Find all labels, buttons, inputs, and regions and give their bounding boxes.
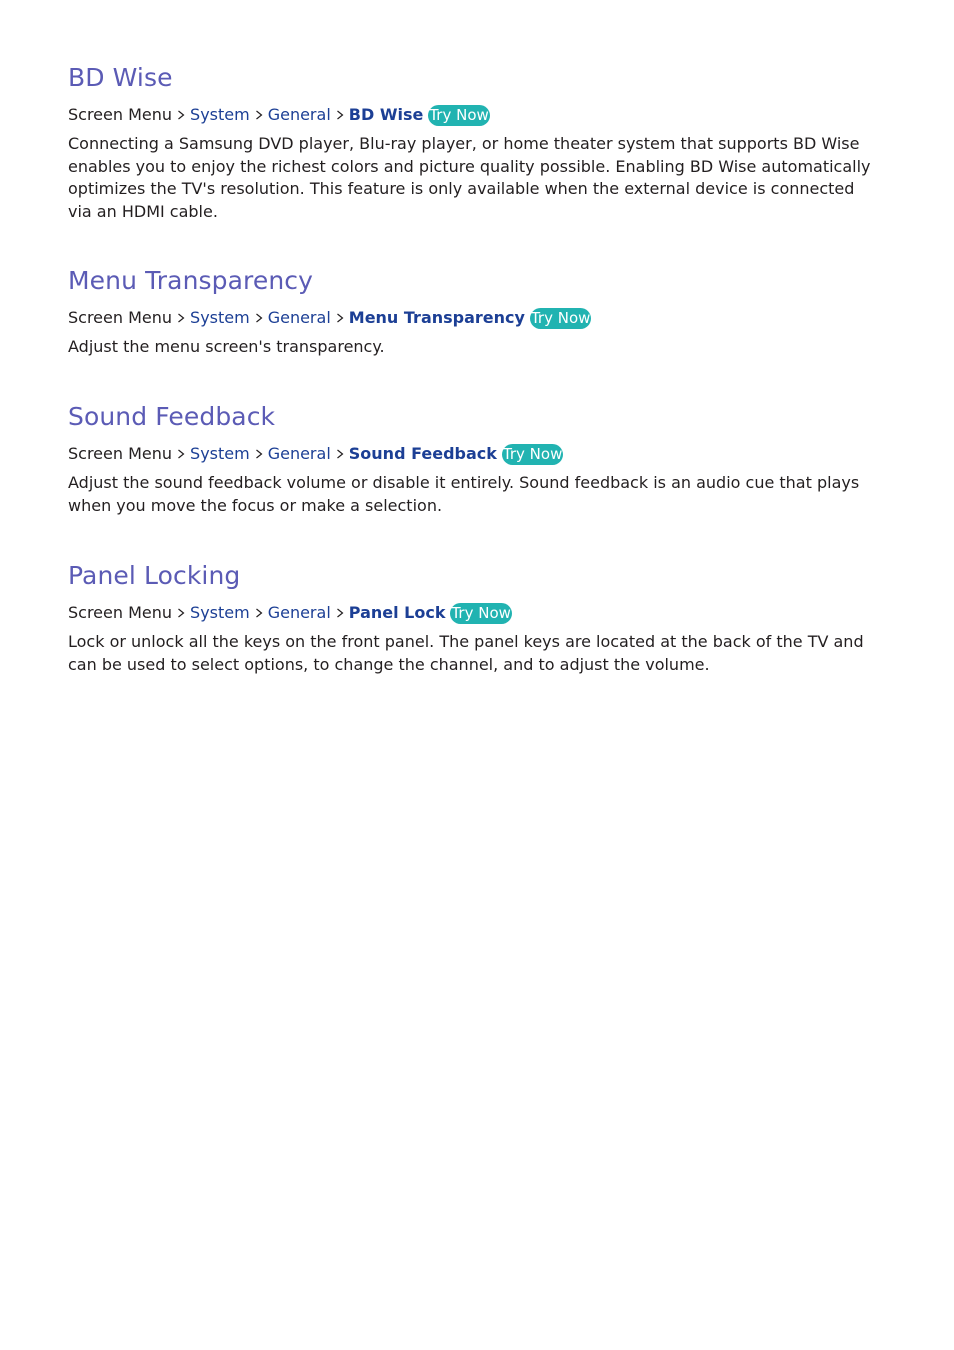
chevron-right-icon: [177, 449, 185, 459]
section-sound-feedback: [68, 402, 883, 517]
try-now-button[interactable]: Try Now: [429, 106, 489, 124]
try-now-button[interactable]: Try Now: [530, 309, 591, 327]
chevron-right-icon: [336, 313, 344, 323]
section-title: Panel Locking: [68, 561, 241, 590]
chevron-right-icon: [255, 313, 263, 323]
path-link-system[interactable]: System: [190, 308, 250, 327]
path-link-general[interactable]: General: [267, 105, 331, 124]
section-description: Adjust the sound feedback volume or disable it entirely. Sound feedback is an audio cue that plays when you move the focus or make a selection.: [68, 473, 860, 515]
chevron-right-icon: [177, 110, 185, 120]
path-root: Screen Menu: [68, 603, 173, 622]
menu-path: [68, 307, 883, 329]
chevron-right-icon: [177, 313, 185, 323]
section-menu-transparency: [68, 266, 883, 359]
section-title: Sound Feedback: [68, 402, 276, 431]
path-root: Screen Menu: [68, 444, 173, 463]
try-now-button[interactable]: Try Now: [451, 604, 511, 622]
section-bd-wise: [68, 63, 883, 223]
menu-path: [68, 443, 883, 465]
path-link-menu-transparency[interactable]: Menu Transparency: [348, 308, 525, 327]
section-description: Lock or unlock all the keys on the front panel. The panel keys are located at the back of the TV and can be used to select options, to change the channel, and to adjust the volume.: [68, 632, 864, 674]
chevron-right-icon: [255, 449, 263, 459]
path-root: Screen Menu: [68, 308, 173, 327]
section-description: Connecting a Samsung DVD player, Blu-ray player, or home theater system that supports BD Wise enables you to enjoy the richest colors and picture quality possible. Enabling BD Wise automatically optimizes the TV's resolution. This feature is only available when the external device is connected via an HDMI cable.: [68, 134, 871, 221]
chevron-right-icon: [255, 110, 263, 120]
section-panel-locking: [68, 561, 883, 676]
path-root: Screen Menu: [68, 105, 173, 124]
menu-path: [68, 602, 883, 624]
path-link-general[interactable]: General: [267, 308, 331, 327]
path-link-bd-wise[interactable]: BD Wise: [348, 105, 424, 124]
section-title: BD Wise: [68, 63, 173, 92]
path-link-sound-feedback[interactable]: Sound Feedback: [348, 444, 497, 463]
chevron-right-icon: [177, 608, 185, 618]
chevron-right-icon: [336, 608, 344, 618]
path-link-system[interactable]: System: [190, 105, 250, 124]
path-link-general[interactable]: General: [267, 603, 331, 622]
chevron-right-icon: [336, 449, 344, 459]
section-description: Adjust the menu screen's transparency.: [68, 337, 385, 356]
menu-path: [68, 104, 883, 126]
path-link-system[interactable]: System: [190, 444, 250, 463]
path-link-general[interactable]: General: [267, 444, 331, 463]
chevron-right-icon: [255, 608, 263, 618]
section-title: Menu Transparency: [68, 266, 314, 295]
chevron-right-icon: [336, 110, 344, 120]
path-link-system[interactable]: System: [190, 603, 250, 622]
try-now-button[interactable]: Try Now: [502, 445, 563, 463]
path-link-panel-lock[interactable]: Panel Lock: [348, 603, 446, 622]
